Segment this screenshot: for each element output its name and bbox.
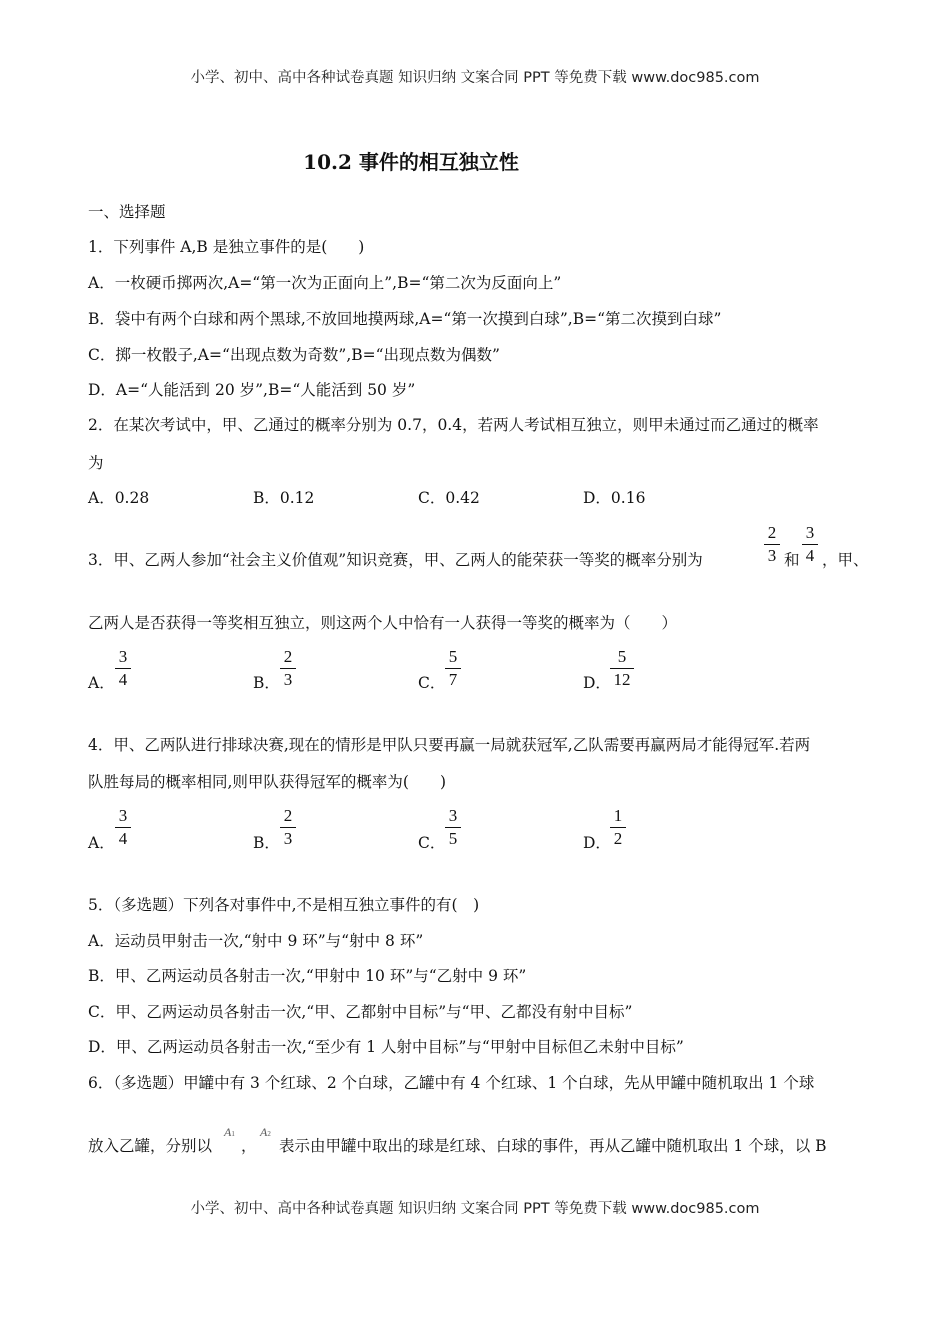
q6-stem-line2b: 表示由甲罐中取出的球是红球、白球的事件，再从乙罐中随机取出 1 个球，以 B [279, 1137, 827, 1155]
q6-comma: ， [241, 1137, 257, 1155]
q3-option-b-fraction: 2 3 [278, 646, 298, 691]
q3-option-b-label: B． [253, 674, 280, 692]
q4-stem-line1: 4．甲、乙两队进行排球决赛,现在的情形是甲队只要再赢一局就获冠军,乙队需要再赢两局才能得冠军.若两 [88, 736, 811, 754]
q2-stem-line2: 为 [88, 454, 104, 472]
q2-option-c: C．0.42 [418, 489, 480, 507]
q3-and-text: 和 [784, 551, 800, 569]
q4-option-a-fraction: 3 4 [113, 805, 133, 850]
q2-option-d: D．0.16 [583, 489, 646, 507]
q2-stem-line1: 2．在某次考试中，甲、乙通过的概率分别为 0.7，0.4，若两人考试相互独立，则甲未通过而乙通过的概率 [88, 416, 819, 434]
q4-option-c-label: C． [418, 834, 446, 852]
q6-event-a1: A1 [224, 1125, 235, 1139]
q3-fraction-2-3: 2 3 [762, 522, 782, 567]
q5-option-b: B．甲、乙两运动员各射击一次,“甲射中 10 环”与“乙射中 9 环” [88, 967, 527, 985]
page-header: 小学、初中、高中各种试卷真题 知识归纳 文案合同 PPT 等免费下载 www.doc985.com [190, 70, 760, 86]
q4-option-b-fraction: 2 3 [278, 805, 298, 850]
q1-option-d: D．A=“人能活到 20 岁”,B=“人能活到 50 岁” [88, 381, 416, 399]
q2-option-b: B．0.12 [253, 489, 315, 507]
q5-option-c: C．甲、乙两运动员各射击一次,“甲、乙都射中目标”与“甲、乙都没有射中目标” [88, 1003, 633, 1021]
q3-option-c-fraction: 5 7 [443, 646, 463, 691]
q3-option-d-fraction: 5 12 [608, 646, 636, 691]
q5-option-a: A．运动员甲射击一次,“射中 9 环”与“射中 8 环” [88, 932, 424, 950]
q3-option-a-fraction: 3 4 [113, 646, 133, 691]
q1-stem: 1．下列事件 A,B 是独立事件的是( ) [88, 238, 365, 256]
page-title: 10.2 事件的相互独立性 [303, 150, 519, 174]
q4-stem-line2: 队胜每局的概率相同,则甲队获得冠军的概率为( ) [88, 773, 447, 791]
q1-option-c: C．掷一枚骰子,A=“出现点数为奇数”,B=“出现点数为偶数” [88, 346, 500, 364]
q4-option-b-label: B． [253, 834, 280, 852]
q3-stem-line1a: 3．甲、乙两人参加“社会主义价值观”知识竞赛，甲、乙两人的能荣获一等奖的概率分别为 [88, 551, 703, 569]
q3-fraction-3-4: 3 4 [800, 522, 820, 567]
q3-option-a-label: A． [88, 674, 115, 692]
q4-option-d-label: D． [583, 834, 611, 852]
q5-stem: 5．（多选题）下列各对事件中,不是相互独立事件的有( ) [88, 896, 480, 914]
q6-event-a2: A2 [260, 1125, 271, 1139]
section-heading: 一、选择题 [88, 203, 166, 221]
q1-option-b: B．袋中有两个白球和两个黑球,不放回地摸两球,A=“第一次摸到白球”,B=“第二次摸到白球” [88, 310, 722, 328]
q2-option-a: A．0.28 [88, 489, 150, 507]
q6-stem-line2a: 放入乙罐，分别以 [88, 1137, 213, 1155]
page-footer: 小学、初中、高中各种试卷真题 知识归纳 文案合同 PPT 等免费下载 www.doc985.com [190, 1201, 760, 1217]
q3-stem-line2: 乙两人是否获得一等奖相互独立，则这两个人中恰有一人获得一等奖的概率为（ ） [88, 614, 678, 632]
q4-option-d-fraction: 1 2 [608, 805, 628, 850]
q1-option-a: A．一枚硬币掷两次,A=“第一次为正面向上”,B=“第二次为反面向上” [88, 274, 562, 292]
q5-option-d: D．甲、乙两运动员各射击一次,“至少有 1 人射中目标”与“甲射中目标但乙未射中目标” [88, 1038, 684, 1056]
q4-option-a-label: A． [88, 834, 115, 852]
q4-option-c-fraction: 3 5 [443, 805, 463, 850]
q3-option-d-label: D． [583, 674, 611, 692]
q3-stem-line1b: ，甲、 [822, 551, 869, 569]
q6-stem-line1: 6．（多选题）甲罐中有 3 个红球、2 个白球，乙罐中有 4 个红球、1 个白球，先从甲罐中随机取出 1 个球 [88, 1074, 815, 1092]
q3-option-c-label: C． [418, 674, 446, 692]
